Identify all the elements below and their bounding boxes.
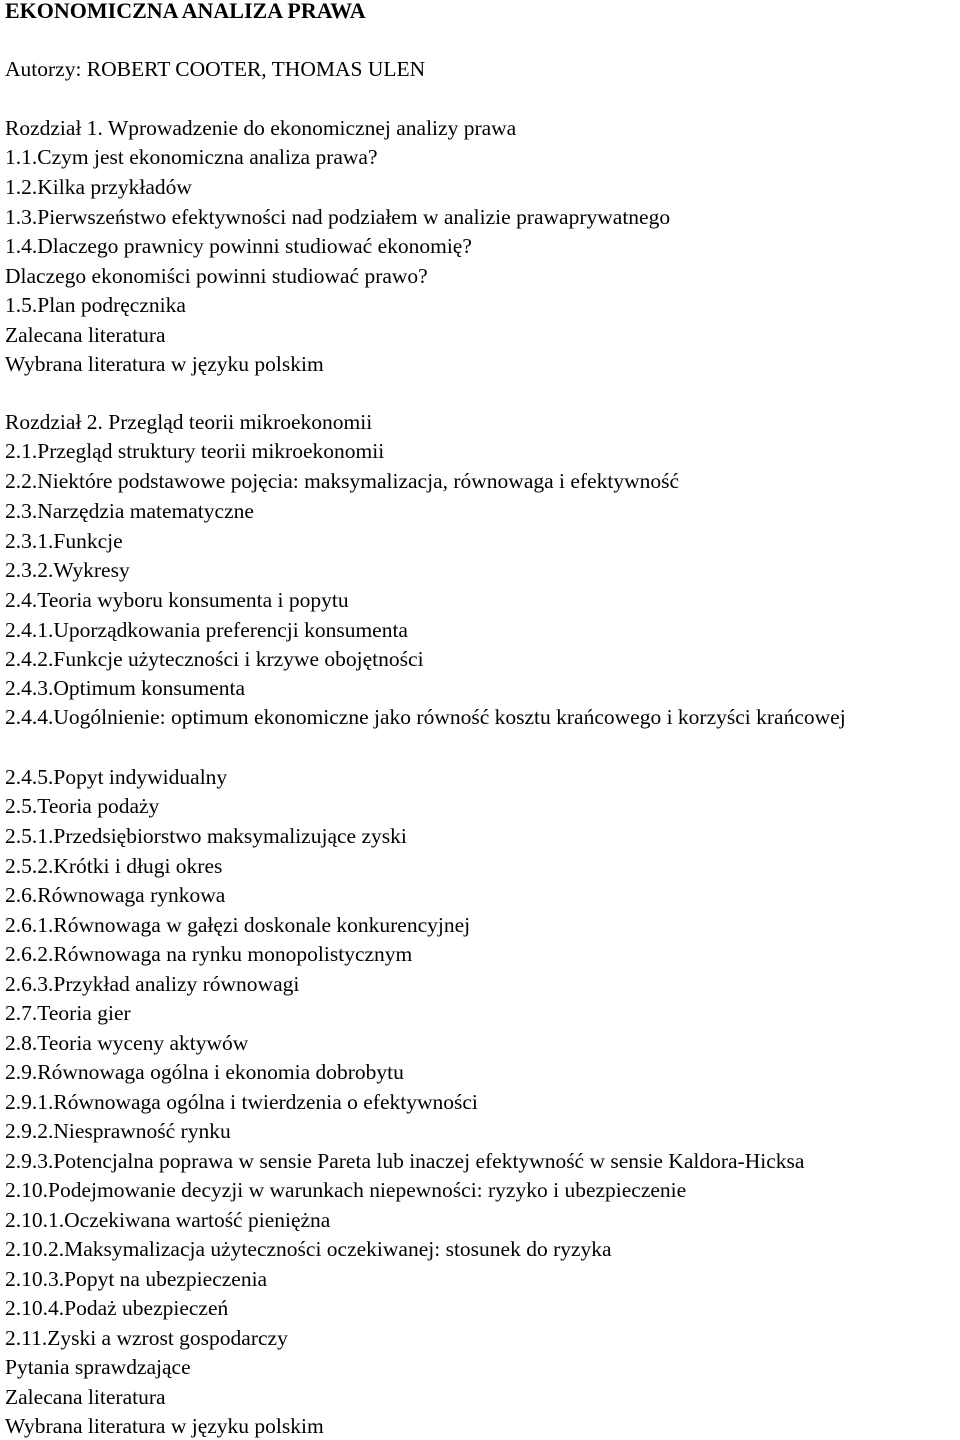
toc-item: 1.4.Dlaczego prawnicy powinni studiować ekonomię? (5, 234, 472, 258)
toc-item: 2.5.Teoria podaży (5, 794, 160, 818)
toc-item: 2.9.2.Niesprawność rynku (5, 1119, 231, 1143)
toc-item: 2.4.Teoria wyboru konsumenta i popytu (5, 588, 349, 612)
toc-item: 2.9.1.Równowaga ogólna i twierdzenia o efektywności (5, 1090, 478, 1114)
toc-item: 2.8.Teoria wyceny aktywów (5, 1031, 249, 1055)
toc-item: 2.7.Teoria gier (5, 1001, 131, 1025)
document-title: EKONOMICZNA ANALIZA PRAWA (5, 0, 366, 23)
toc-item: 2.9.3.Potencjalna poprawa w sensie Pareta lub inaczej efektywność w sensie Kaldora-Hicksa (5, 1149, 805, 1173)
toc-item: 2.6.Równowaga rynkowa (5, 883, 226, 907)
toc-item: 2.10.1.Oczekiwana wartość pieniężna (5, 1208, 331, 1232)
toc-item: 2.2.Niektóre podstawowe pojęcia: maksymalizacja, równowaga i efektywność (5, 469, 680, 493)
toc-item: 2.10.Podejmowanie decyzji w warunkach niepewności: ryzyko i ubezpieczenie (5, 1178, 687, 1202)
toc-item: 1.5.Plan podręcznika (5, 293, 186, 317)
chapter-2-heading: Rozdział 2. Przegląd teorii mikroekonomii (5, 410, 373, 434)
toc-item: 2.10.4.Podaż ubezpieczeń (5, 1296, 229, 1320)
toc-item: 2.4.4.Uogólnienie: optimum ekonomiczne jako równość kosztu krańcowego i korzyści krańcowej (5, 705, 846, 729)
toc-item: Wybrana literatura w języku polskim (5, 1414, 324, 1438)
toc-item: 2.4.5.Popyt indywidualny (5, 765, 228, 789)
toc-item: 2.4.3.Optimum konsumenta (5, 676, 246, 700)
toc-item: 1.2.Kilka przykładów (5, 175, 192, 199)
toc-item: Zalecana literatura (5, 1385, 166, 1409)
toc-item: 2.11.Zyski a wzrost gospodarczy (5, 1326, 288, 1350)
toc-item: 2.4.1.Uporządkowania preferencji konsumenta (5, 618, 408, 642)
toc-item: 2.4.2.Funkcje użyteczności i krzywe obojętności (5, 647, 424, 671)
toc-item: 2.6.1.Równowaga w gałęzi doskonale konkurencyjnej (5, 913, 471, 937)
toc-item: 1.3.Pierwszeństwo efektywności nad podziałem w analizie prawaprywatnego (5, 205, 671, 229)
toc-item: 2.3.Narzędzia matematyczne (5, 499, 254, 523)
authors-line: Autorzy: ROBERT COOTER, THOMAS ULEN (5, 57, 426, 81)
toc-item: 2.3.1.Funkcje (5, 529, 123, 553)
toc-item: 2.6.3.Przykład analizy równowagi (5, 972, 300, 996)
chapter-1-heading: Rozdział 1. Wprowadzenie do ekonomicznej analizy prawa (5, 116, 517, 140)
toc-item: Wybrana literatura w języku polskim (5, 352, 324, 376)
toc-item: 1.1.Czym jest ekonomiczna analiza prawa? (5, 145, 378, 169)
toc-item: 2.5.2.Krótki i długi okres (5, 854, 223, 878)
document-page (5, 0, 957, 1440)
toc-item: 2.1.Przegląd struktury teorii mikroekonomii (5, 439, 385, 463)
toc-item: Pytania sprawdzające (5, 1355, 191, 1379)
toc-item: 2.5.1.Przedsiębiorstwo maksymalizujące zyski (5, 824, 407, 848)
toc-item: 2.10.2.Maksymalizacja użyteczności oczekiwanej: stosunek do ryzyka (5, 1237, 612, 1261)
toc-item: 2.3.2.Wykresy (5, 558, 130, 582)
toc-item: Zalecana literatura (5, 323, 166, 347)
toc-item: Dlaczego ekonomiści powinni studiować prawo? (5, 264, 428, 288)
toc-item: 2.6.2.Równowaga na rynku monopolistycznym (5, 942, 413, 966)
toc-item: 2.9.Równowaga ogólna i ekonomia dobrobytu (5, 1060, 404, 1084)
toc-item: 2.10.3.Popyt na ubezpieczenia (5, 1267, 268, 1291)
